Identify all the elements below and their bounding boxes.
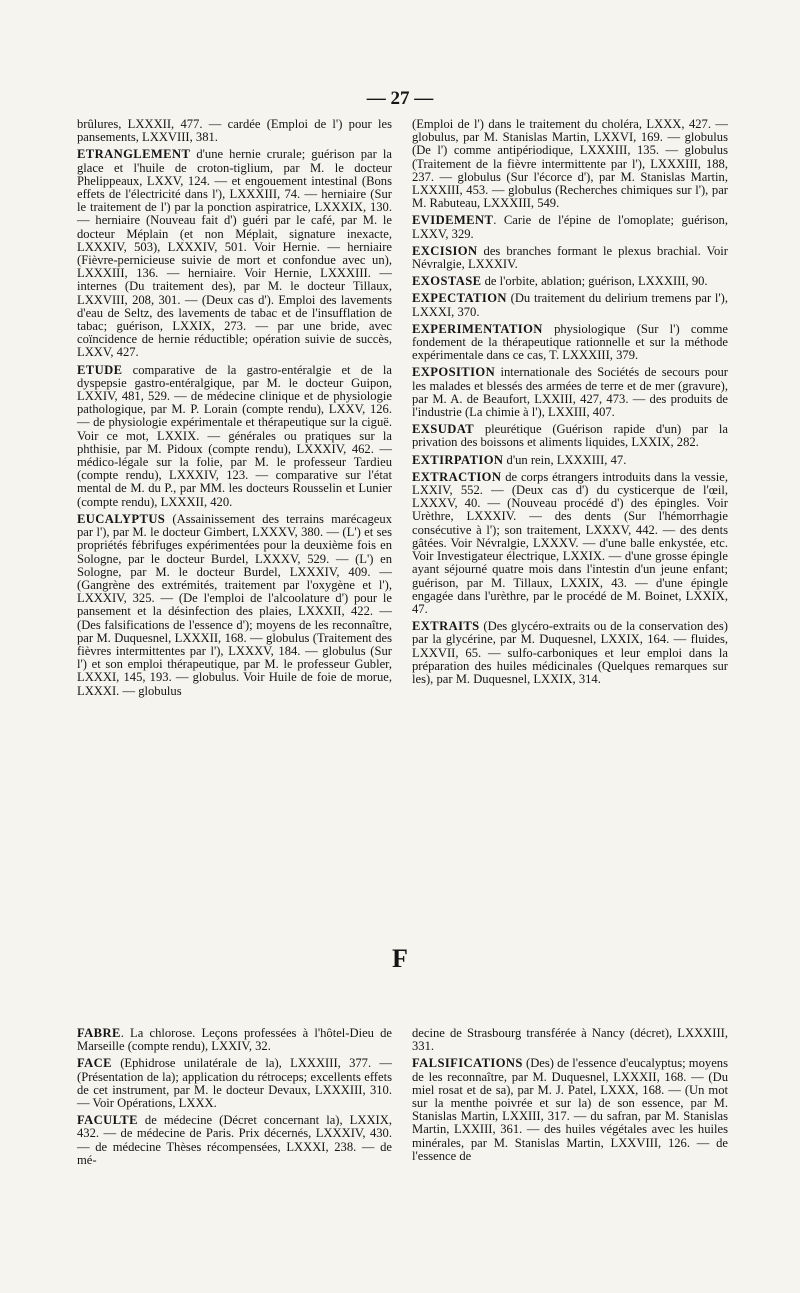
index-entry (412, 275, 728, 288)
index-entry (412, 292, 728, 318)
column-top-left (77, 118, 392, 702)
entry-text: (Des glycéro-extraits ou de la conservation des) par la glycérine, par M. Duquesnel, LXXIX, 164. — fluides, LXXVII, 65. — sulfo-carboniques et leur emploi dans la préparation des huiles médicinales (Quelques remarques sur les), par M. Duquesnel, LXXIX, 314. (412, 619, 728, 686)
entry-text: decine de Strasbourg transférée à Nancy (décret), LXXXIII, 331. (412, 1026, 728, 1054)
entry-headword: ETUDE (77, 362, 123, 377)
entry-headword: EVIDEMENT (412, 213, 494, 228)
entry-headword: FALSIFICATIONS (412, 1056, 523, 1071)
index-entry (412, 471, 728, 616)
entry-headword: EXPERIMENTATION (412, 321, 543, 336)
entry-text: (Emploi de l') dans le traitement du choléra, LXXX, 427. — globulus, par M. Stanislas Martin, LXXVI, 169. — globulus (De l') comme antipériodique, LXXXIII, 135. — globulus (Traitement de la fièvre intermittente par l'), LXXXIII, 188, 237. — globulus (Sur l'écorce d'), par M. Stanislas Martin, LXXXIII, 453. — globulus (Recherches chimiques sur l'), par M. Rabuteau, LXXXIII, 549. (412, 117, 728, 211)
entry-text: (Des) de l'essence d'eucalyptus; moyens de les reconnaître, par M. Duquesnel, LXXXII, 168. — (Du miel rosat et de sa), par M. J. Patel, LXXX, 168. — (Un mot sur la menthe poivrée et sur la) de son essence, par M. Stanislas Martin, LXXIII, 317. — du safran, par M. Stanislas Martin, LXXIII, 361. — des huiles végétales avec les huiles minérales, par M. Stanislas Martin, LXXVIII, 126. — de l'essence de (412, 1056, 728, 1163)
entry-headword: EXPECTATION (412, 291, 507, 306)
entry-headword: FABRE (77, 1026, 121, 1040)
entry-headword: EXTIRPATION (412, 452, 504, 467)
entry-text: d'un rein, LXXXIII, 47. (503, 452, 627, 467)
page-number: — 27 — (366, 88, 434, 109)
entry-text: de médecine (Décret concernant la), LXXIX, 432. — de médecine de Paris. Prix décernés, LXXXIV, 430. — de médecine Thèses récompensées, LXXXI, 238. — de mé- (77, 1113, 392, 1167)
entry-text: de l'orbite, ablation; guérison, LXXXIII, 90. (481, 274, 708, 289)
column-bottom-right (412, 1027, 728, 1167)
index-entry (77, 1057, 392, 1110)
entry-text: comparative de la gastro-entéralgie et de la dyspepsie gastro-entéralgique, par M. le docteur Guipon, LXXIV, 481, 529. — de médecine clinique et de physiologie pathologique, par M. P. Lorain (compte rendu), LXXV, 126. — de physiologie expérimentale et thérapeutique sur la ciguë. Voir ce mot, LXXIX. — générales ou pratiques sur la phthisie, par M. Pidoux (compte rendu), LXXXIV, 462. — médico-légale sur la folie, par M. le professeur Tardieu (compte rendu), LXXXIV, 123. — comparative sur l'état mental de M. du P., par MM. les docteurs Rousselin et Lunier (compte rendu), LXXXII, 420. (77, 362, 392, 509)
index-entry (77, 118, 392, 144)
entry-text: (Ephidrose unilatérale de la), LXXXIII, 377. — (Présentation de la); application du rétroceps; excellents effets de cet instrument, par M. le docteur Devaux, LXXXIII, 310. — Voir Opérations, LXXX. (77, 1056, 392, 1111)
index-entry (412, 1027, 728, 1053)
entry-headword: FACE (77, 1056, 112, 1071)
index-entry (77, 1114, 392, 1167)
index-entry (77, 148, 392, 359)
index-entry (412, 323, 728, 363)
entry-headword: EXCISION (412, 243, 478, 258)
index-entry (412, 454, 728, 467)
entry-headword: EXOSTASE (412, 274, 482, 289)
entry-text: (Du traitement du delirium tremens par l'), LXXXI, 370. (412, 291, 728, 319)
index-entry (77, 1027, 392, 1053)
entry-headword: EUCALYPTUS (77, 511, 166, 526)
index-entry (412, 423, 728, 449)
entry-headword: FACULTE (77, 1113, 138, 1128)
entry-headword: EXTRAITS (412, 619, 480, 634)
index-entry (412, 366, 728, 419)
entry-text: (Assainissement des terrains marécageux par l'), par M. le docteur Gimbert, LXXXV, 380. — (L') et ses propriétés fébrifuges expérimentées pour la deuxième fois en Sologne, par le docteur Burdel, LXXXV, 529. — (L') en Sologne, par M. le docteur Burdel, LXXXIV, 409. — (Gangrène des extrémités, traitement par l'oxygène et l'), LXXXIV, 325. — (De l'emploi de l'alcoolature d') pour le pansement et la désinfection des plaies, LXXXII, 422. — (Des falsifications de l'essence d'); moyens de les reconnaître, par M. Duquesnel, LXXXII, 168. — globulus (Traitement des fièvres intermittentes par l'), LXXXV, 184. — globulus (Sur l') et son emploi thérapeutique, par M. le professeur Gubler, LXXXI, 145, 193. — globulus. Voir Huile de foie de morue, LXXXI. — globulus (77, 511, 392, 698)
entry-headword: EXPOSITION (412, 365, 496, 380)
entry-headword: EXTRACTION (412, 469, 502, 484)
entry-text: internationale des Sociétés de secours pour les malades et blessés des armées de terre et de mer (gravure), par M. A. de Beaufort, LXXIII, 427, 473. — des produits de l'industrie (La chimie à l'), LXXIII, 407. (412, 365, 728, 420)
index-entry (412, 1057, 728, 1163)
entry-text: . Carie de l'épine de l'omoplate; guérison, LXXV, 329. (412, 213, 728, 241)
index-entry (412, 245, 728, 271)
section-letter: F (392, 944, 408, 973)
entry-text: d'une hernie crurale; guérison par la glace et l'huile de croton-tiglium, par M. le docteur Phelippeaux, LXXV, 124. — et engouement intestinal (Bons effets de l'électricité dans l'), LXXXIII, 74. — herniaire (Sur le traitement de l') par la ponction aspiratrice, LXXXIX, 130. — herniaire (Nouveau fait d') guéri par le café, par M. le docteur Méplain (et non Méplait, signature inexacte, LXXXIV, 503), LXXXIV, 501. Voir Hernie. — herniaire (Fièvre-pernicieuse suivie de mort et confondue avec un), LXXXIII, 136. — herniaire. Voir Hernie, LXXXIII. — internes (Du traitement des), par M. le docteur Tillaux, LXXVIII, 208, 301. — (Deux cas d'). Emploi des lavements d'eau de Seltz, des lavements de tabac et de l'insufflation de tabac; guérison, LXXIX, 273. — par une bride, avec coïncidence de hernie réductible; opération suivie de succès, LXXV, 427. (77, 147, 392, 360)
entry-text: pleurétique (Guérison rapide d'un) par la privation des boissons et aliments liquides, LXXIX, 282. (412, 422, 728, 450)
entry-text: de corps étrangers introduits dans la vessie, LXXIV, 552. — (Deux cas d') du cysticerque de l'œil, LXXXV, 40. — (Nouveau procédé d') des épingles. Voir Urèthre, LXXXIV. — des dents (Sur l'hémorrhagie consécutive à l'); son traitement, LXXXV, 442. — des dents gâtées. Voir Névralgie, LXXXV. — d'une balle enkystée, etc. Voir Investigateur électrique, LXXIX. — d'une grosse épingle ayant séjourné quatre mois dans l'intestin d'un jeune enfant; guérison, par M. Tillaux, LXXIX, 43. — d'une épingle engagée dans l'urèthre, par le procédé de M. Boinet, LXXIX, 47. (412, 469, 728, 616)
entry-headword: ETRANGLEMENT (77, 147, 191, 162)
entry-text: brûlures, LXXXII, 477. — cardée (Emploi de l') pour les pansements, LXXVIII, 381. (77, 117, 392, 145)
index-entry (77, 513, 392, 698)
index-entry (77, 364, 392, 509)
column-top-right (412, 118, 728, 690)
entry-text: physiologique (Sur l') comme fondement de la thérapeutique rationnelle et sur la méthode expérimentale dans ce cas, T. LXXXIII, 379. (412, 321, 728, 363)
index-entry (412, 620, 728, 686)
column-bottom-left (77, 1027, 392, 1171)
index-entry (412, 214, 728, 240)
entry-text: des branches formant le plexus brachial. Voir Névralgie, LXXXIV. (412, 243, 728, 272)
entry-text: . La chlorose. Leçons professées à l'hôtel-Dieu de Marseille (compte rendu), LXXIV, 32. (77, 1026, 392, 1054)
index-entry (412, 118, 728, 210)
entry-headword: EXSUDAT (412, 422, 475, 437)
